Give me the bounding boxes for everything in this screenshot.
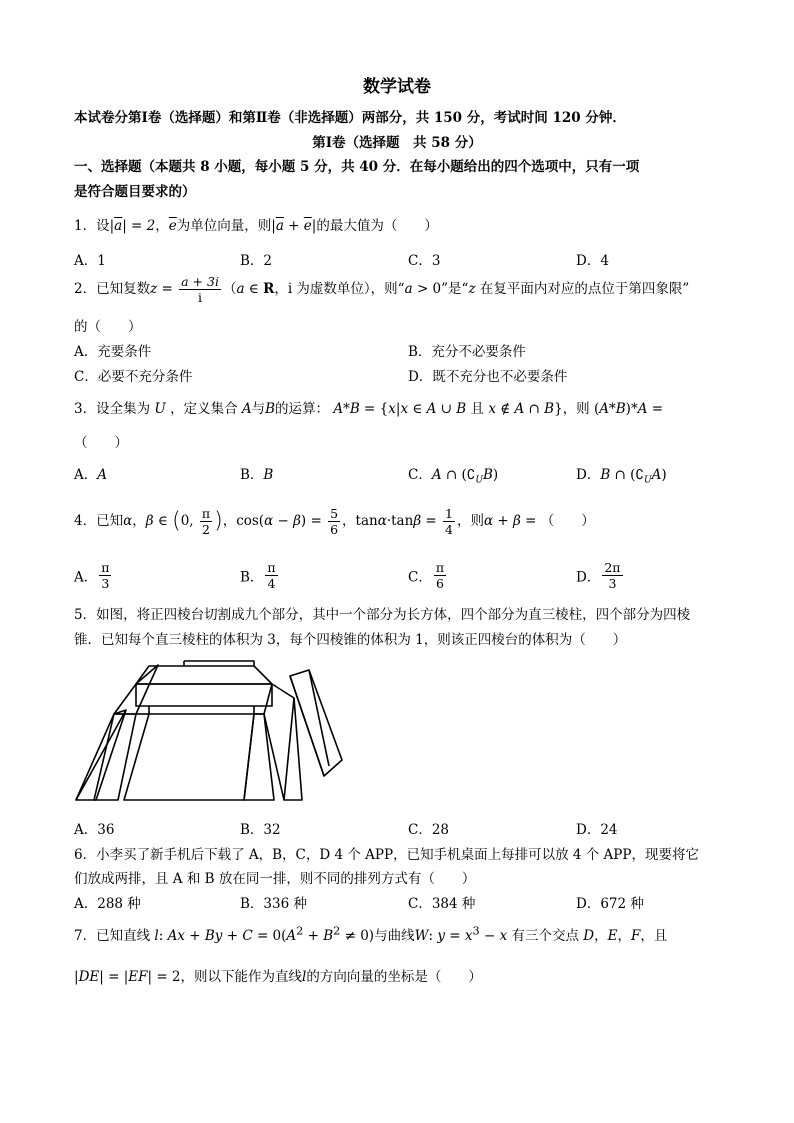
- q1-option-a: A．1: [74, 253, 106, 269]
- frustum-dissection-figure: [74, 658, 344, 804]
- q5-line1: 5．如图，将正四棱台切割成九个部分，其中一个部分为长方体，四个部分为直三棱柱，四个部分为四棱: [74, 607, 691, 623]
- section1-line2: 是符合题目要求的）: [74, 184, 196, 200]
- q3-option-c: C．A ∩ $(∁_UB)$: [408, 467, 499, 486]
- q2-option-a: A．充要条件: [74, 344, 152, 360]
- q1-option-d: D．4: [576, 253, 609, 269]
- q3-option-d: D．B ∩ $(∁_UA)$: [576, 467, 667, 486]
- q4-option-b: B． $\frac{\pi}{4}$: [240, 560, 276, 591]
- question-1: 1．设$|\overline{a}| = 2$，$\overline{e}$为单位向量，则$|\overline{a} + \overline{e}|$的最大值为（ ）: [74, 218, 438, 234]
- q4-option-c: C． $\frac{\pi}{6}$: [408, 560, 445, 591]
- exam-intro: 本试卷分第Ⅰ卷（选择题）和第Ⅱ卷（非选择题）两部分，共 150 分，考试时间 120 分钟．: [74, 110, 626, 126]
- page-title: 数学试卷: [363, 77, 431, 97]
- q6-option-b: B．336 种: [240, 896, 307, 912]
- section1-line1: 一、选择题（本题共 8 小题，每小题 5 分，共 40 分．在每小题给出的四个选项中，只有一项: [74, 159, 640, 175]
- q1-option-c: C．3: [408, 253, 441, 269]
- question-2: 2．已知复数z = $\frac{a + 3i}{i}$ （a ∈ R，i 为虚数单位），则“a > 0”是“z 在复平面内对应的点位于第四象限”: [74, 274, 690, 305]
- q6-option-a: A．288 种: [74, 896, 141, 912]
- q2-option-c: C．必要不充分条件: [74, 369, 193, 385]
- q7-line2: |DE| = |EF| = 2，则以下能作为直线l的方向向量的坐标是（ ）: [74, 969, 482, 985]
- q3-option-a: A．A: [74, 467, 107, 483]
- q3-line2: （ ）: [74, 435, 128, 451]
- q5-line2: 锥．已知每个直三棱柱的体积为 3，每个四棱锥的体积为 1，则该正四棱台的体积为（ ）: [74, 632, 627, 648]
- q1-option-b: B．2: [240, 253, 273, 269]
- q2-line2: 的（ ）: [74, 319, 142, 335]
- question-4: 4．已知α，β ∈ (0, $\frac{\pi}{2}$ )，cos(α − β) = $\frac{5}{6}$ ，tanα·tanβ = $\frac{1}{4}$ ，则α + β = （ ）: [74, 506, 595, 537]
- q6-line2: 们放成两排，且 A 和 B 放在同一排，则不同的排列方式有（ ）: [74, 871, 476, 887]
- q3-option-b: B．B: [240, 467, 274, 483]
- q5-option-c: C．28: [408, 822, 450, 838]
- q4-option-a: A． $\frac{\pi}{3}$: [74, 560, 110, 591]
- q2-option-b: B．充分不必要条件: [408, 344, 526, 360]
- q5-option-a: A．36: [74, 822, 115, 838]
- question-7: 7．已知直线 l: $Ax + By + C = 0(A^2 + B^2 \ne 0)$与曲线W: $y = x^3 - x$ 有三个交点 D，E，F，且: [74, 924, 668, 944]
- q2-option-d: D．既不充分也不必要条件: [408, 369, 568, 385]
- question-3: 3．设全集为 U ，定义集合 A与B的运算： A*B = {x|x ∈ A ∪ B 且 x ∉ A ∩ B}，则 (A*B)*A =: [74, 401, 664, 417]
- part1-heading: 第Ⅰ卷（选择题 共 58 分）: [312, 135, 482, 151]
- q5-option-b: B．32: [240, 822, 281, 838]
- q5-option-d: D．24: [576, 822, 618, 838]
- q6-option-c: C．384 种: [408, 896, 476, 912]
- q4-option-d: D． $\frac{2\pi}{3}$: [576, 560, 621, 591]
- q6-line1: 6．小李买了新手机后下载了 A，B，C，D 4 个 APP，已知手机桌面上每排可以放 4 个 APP，现要将它: [74, 847, 699, 863]
- q6-option-d: D．672 种: [576, 896, 644, 912]
